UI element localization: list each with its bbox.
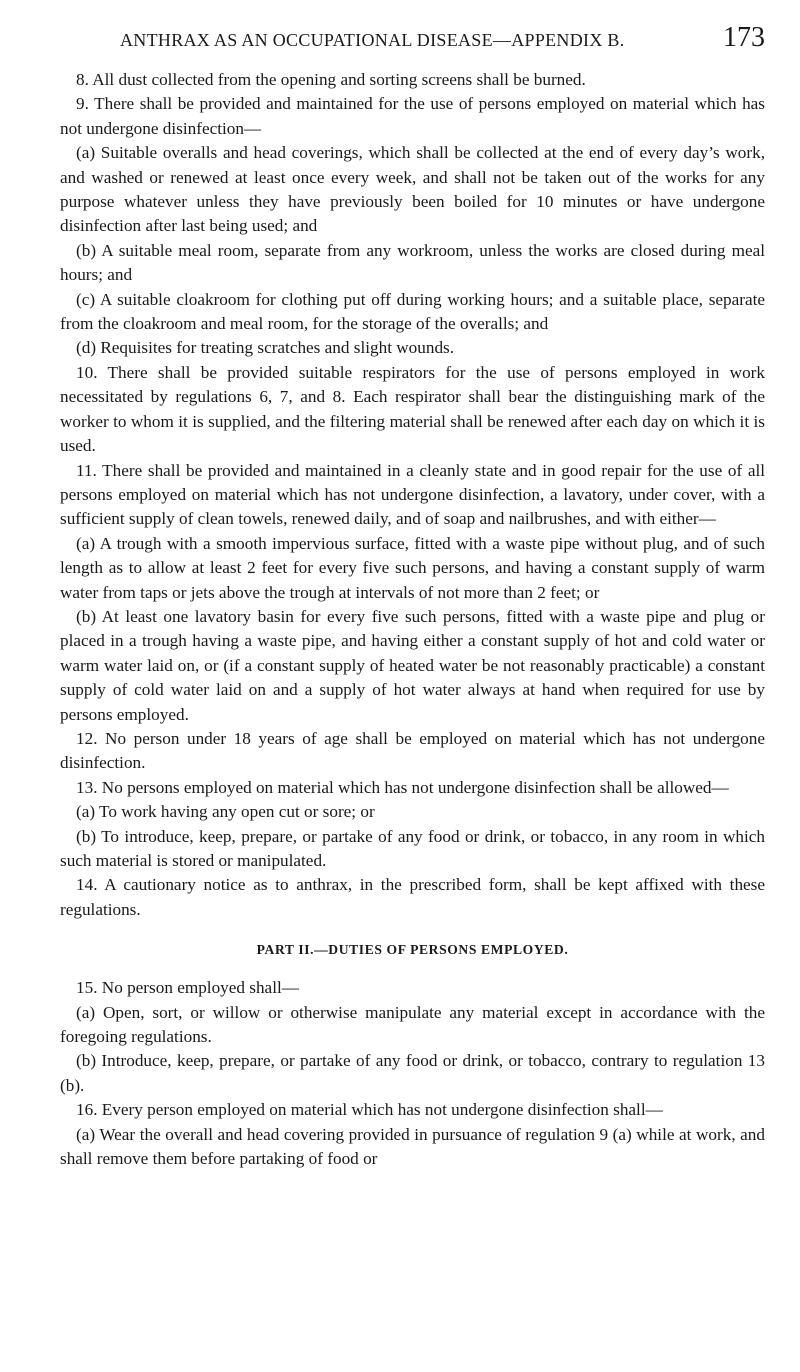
paragraph-reg-12: 12. No person under 18 years of age shall be employed on material which has not undergone disinfection. xyxy=(60,728,765,773)
paragraph-reg-14: 14. A cautionary notice as to anthrax, in the prescribed form, shall be kept affixed with these regulations. xyxy=(60,875,765,919)
paragraph-reg-8: 8. All dust collected from the opening and sorting screens shall be burned. xyxy=(76,70,586,89)
paragraph-reg-10: 10. There shall be provided suitable respirators for the use of persons employed in work necessitated by regulations 6, 7, and 8. Each respirator shall bear the distinguishing mark of the worker to whom it is supplied, and the filtering material shall be renewed after each day on which it is used. xyxy=(60,362,765,456)
paragraph-reg-15a: (a) Open, sort, or willow or otherwise manipulate any material except in accordance with the foregoing regulations. xyxy=(60,1002,765,1047)
paragraph-reg-16: 16. Every person employed on material which has not undergone disinfection shall— xyxy=(76,1100,663,1120)
paragraph-reg-9d: (d) Requisites for treating scratches and slight wounds. xyxy=(76,338,455,358)
paragraph-reg-13a: (a) To work having any open cut or sore; or xyxy=(76,802,375,822)
paragraph-reg-9: 9. There shall be provided and maintained for the use of persons employed on material which has not undergone disinfection— xyxy=(60,94,765,138)
paragraph-reg-16a: (a) Wear the overall and head covering provided in pursuance of regulation 9 (a) while at work, and shall remove them before partaking of food or xyxy=(60,1124,765,1169)
paragraph-reg-15b: (b) Introduce, keep, prepare, or partake of any food or drink, or tobacco, contrary to regulation 13 (b). xyxy=(60,1051,765,1095)
paragraph-reg-13: 13. No persons employed on material which has not undergone disinfection shall be allowed— xyxy=(76,777,729,797)
body-part-2 xyxy=(60,976,765,1171)
paragraph-reg-15: 15. No person employed shall— xyxy=(76,978,299,998)
paragraph-reg-9c: (c) A suitable cloakroom for clothing put off during working hours; and a suitable place, separate from the cloakroom and meal room, for the storage of the overalls; and xyxy=(60,289,765,334)
body-part-1 xyxy=(60,68,765,922)
page-number: 173 xyxy=(723,22,765,53)
section-heading: PART II.—DUTIES OF PERSONS EMPLOYED. xyxy=(256,942,569,958)
paragraph-reg-11: 11. There shall be provided and maintained in a cleanly state and in good repair for the use of all persons employed on material which has not undergone disinfection, a lavatory, under cover, with a sufficient supply of clean towels, renewed daily, and of soap and nailbrushes, and with either— xyxy=(60,460,765,529)
running-title: ANTHRAX AS AN OCCUPATIONAL DISEASE—APPENDIX B. xyxy=(120,30,625,50)
paragraph-reg-13b: (b) To introduce, keep, prepare, or partake of any food or drink, or tobacco, in any room in which such material is stored or manipulated. xyxy=(60,826,765,870)
paragraph-reg-9a: (a) Suitable overalls and head coverings, which shall be collected at the end of every day’s work, and washed or renewed at least once every week, and shall not be taken out of the works for any purpose whatever unless they have previously been boiled for 10 minutes or have undergone disinfection after last being used; and xyxy=(60,143,765,236)
document-page xyxy=(60,22,765,1171)
paragraph-reg-11a: (a) A trough with a smooth impervious surface, fitted with a waste pipe without plug, and of such length as to allow at least 2 feet for every five such persons, and having a constant supply of warm water from taps or jets above the trough at intervals of not more than 2 feet; or xyxy=(60,533,765,602)
running-head xyxy=(60,22,765,58)
paragraph-reg-9b: (b) A suitable meal room, separate from any workroom, unless the works are closed during meal hours; and xyxy=(60,240,765,285)
paragraph-reg-11b: (b) At least one lavatory basin for every five such persons, fitted with a waste pipe and plug or placed in a trough having a waste pipe, and having either a constant supply of hot and cold water or warm water laid on, or (if a constant supply of heated water be not reasonably practicable) a constant supply of cold water laid on and a supply of hot water always at hand when required for use by persons employed. xyxy=(60,606,765,724)
